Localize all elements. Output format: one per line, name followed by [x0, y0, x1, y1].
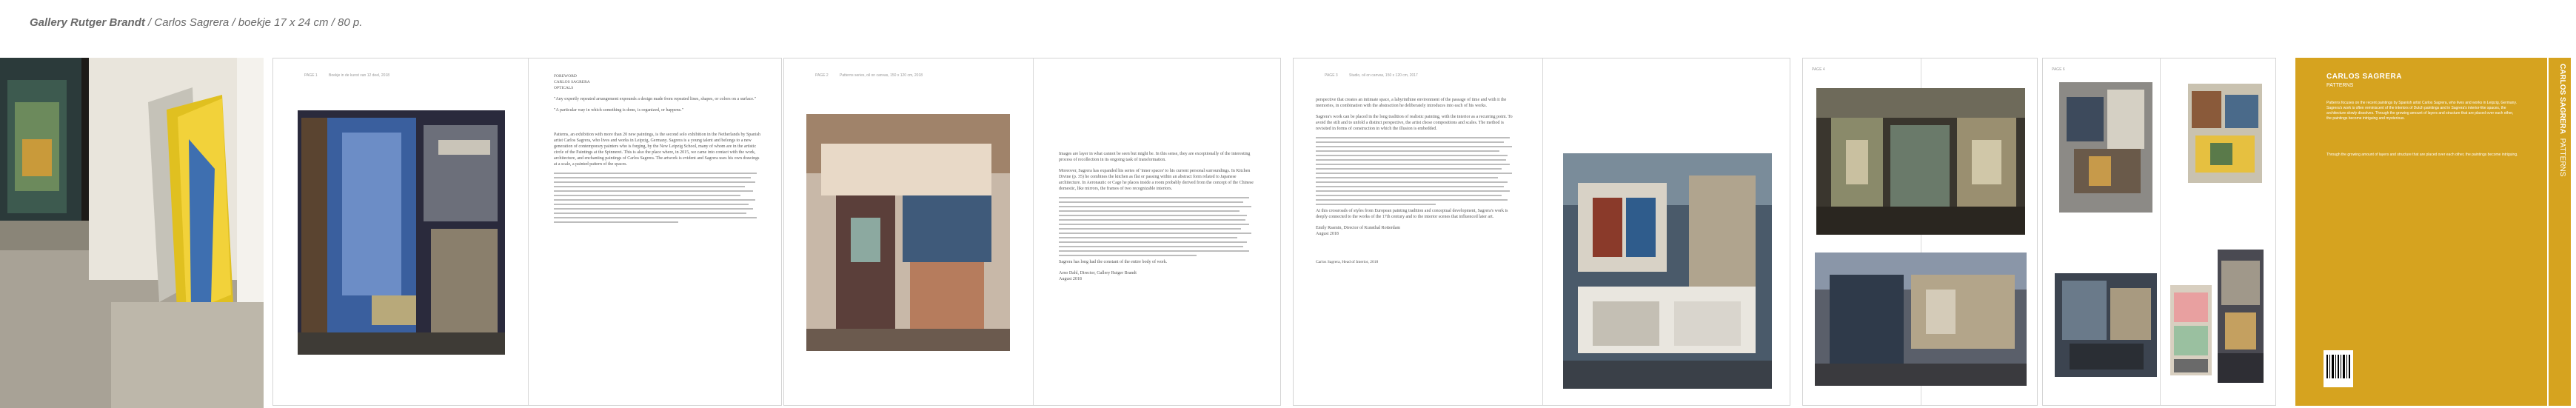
foreword-title: FOREWORD	[554, 74, 577, 78]
essay2-paragraph-3: At this crossroads of styles from European painting tradition and conceptual development, Sagrera's work is deeply connected to the works of the 17th century and to the interior scenes that influenced later art.	[1316, 209, 1508, 219]
spread2-left-page	[784, 58, 1033, 405]
foreword-author: CARLOS SAGRERA	[554, 80, 590, 84]
cover-blurb-2: Through the growing amount of layers and structure that are placed over each other, the paintings become intriguing.	[2326, 153, 2518, 157]
artwork-painting-4	[2059, 82, 2152, 213]
installation-photo	[0, 58, 264, 408]
essay2-signature: Emily Rasmin, Director of Kunsthal Rotterdam	[1316, 226, 1400, 230]
publisher-name: Gallery Rutger Brandt	[30, 16, 145, 29]
artwork-panorama-2	[1815, 253, 2027, 386]
essay2-paragraph-2: Sagrera's work can be placed in the long tradition of realistic painting, with the interior as a recurring point. To avoid the stilt and to unfold a distinct perspective, the artist chose compositions and scales. The method is revisited in forms of construction in which the illusion is embedded.	[1316, 115, 1513, 131]
artist-name: Carlos Sagrera	[154, 16, 230, 29]
page-number: PAGE 3	[1325, 73, 1338, 78]
book-spread-1	[272, 58, 782, 406]
page-header	[30, 16, 362, 29]
page-gutter	[2160, 58, 2161, 405]
artwork-painting-8	[2218, 250, 2264, 383]
book-spread-4	[1802, 58, 2038, 406]
book-spine	[2549, 58, 2571, 406]
artwork-painting-2	[806, 114, 1010, 351]
foreword-body: Patterns, an exhibition with more than 20 new paintings, is the second solo exhibition in the Netherlands by Spanish artist Carlos Sagrera, who lives and works in Leipzig, Germany. Sagrera is a young talent and belongs to a new generation of contemporary painters who is forging, by the New Leipzig School, many of whom are in the artistic circle of the Paintings at the Spinnerei. This is also the place where, in 2015, we came into contact with the work, architecture, and enchanting paintings of Carlos Sagrera. The artwork is evident and Sagrera uses his own drawings at a scale, a painted pattern of the spaces.	[554, 133, 760, 167]
spread3-essay-page	[1294, 58, 1542, 405]
cover-blurb: Patterns focuses on the recent paintings by Spanish artist Carlos Sagrera, who lives and works in Leipzig, Germany. Sagrera's work is often reminiscent of the interiors of Dutch paintings and in Sagrera's interior-like spaces, the architecture slowly dissolves. Through the growing amount of layers and structure that are placed over each other, the paintings become intriguing and mysterious.	[2326, 101, 2517, 121]
artwork-painting-5	[2188, 84, 2262, 183]
essay-paragraph-3: Sagrera has long had the constant of the entire body of work.	[1059, 260, 1168, 264]
essay-signature: Arno Dahl, Director, Gallery Rutger Brandt	[1059, 271, 1137, 275]
essay2-paragraph-1: perspective that creates an intimate space, a labyrinthine environment of the passage of time and with it the memories, in combination with the abstraction he deliberately introduces into each of his works.	[1316, 98, 1507, 108]
barcode-icon	[2324, 350, 2353, 387]
spread3-right-page	[1542, 58, 1791, 405]
back-cover	[2295, 58, 2547, 406]
book-spread-2	[783, 58, 1281, 406]
quote-1: "Any expertly repeated arrangement expounds a design made from repeated lines, shapes, or colors on a surface."	[554, 97, 756, 101]
page-number: PAGE 1	[304, 73, 318, 78]
essay2-date: August 2018	[1316, 232, 1339, 236]
spine-title: CARLOS SAGRERA	[2558, 64, 2566, 135]
spread2-right-page	[1033, 58, 1282, 405]
spread1-right-page	[528, 58, 783, 405]
artwork-painting-7	[2170, 285, 2212, 375]
book-format: boekje 17 x 24 cm / 80 p.	[238, 16, 363, 29]
page-number: PAGE 6	[2052, 67, 2065, 72]
book-spread-5	[2042, 58, 2276, 406]
running-caption: Patterns series, oil on canvas, 150 x 120 cm, 2018	[840, 73, 923, 78]
barcode	[2324, 350, 2353, 387]
quote-2: "A particular way in which something is done, is organized, or happens."	[554, 108, 684, 113]
running-caption: Boekje in de kunst van 12 deel, 2018	[329, 73, 390, 78]
artwork-painting-6	[2055, 273, 2157, 377]
foreword-subtitle: OPTICALS	[554, 86, 574, 90]
artwork-panorama-1	[1816, 88, 2025, 235]
spine-label	[2558, 64, 2566, 176]
foreword-text-block	[554, 73, 761, 226]
separator: /	[144, 16, 155, 29]
cover-title: CARLOS SAGRERA	[2326, 73, 2403, 81]
book-spread-3	[1293, 58, 1790, 406]
page-number: PAGE 4	[1812, 67, 1825, 72]
essay-paragraph-1: Images are layer in what cannot be seen but might be. In this sense, they are exceptionally of the interesting process of recollection in its ongoing task of transformation.	[1059, 152, 1251, 162]
essay2-footnote: Carlos Sagrera, Head of Interior, 2018	[1316, 260, 1379, 264]
spine-subtitle: PATTERNS	[2558, 138, 2566, 177]
running-caption: Studio, oil on canvas, 150 x 120 cm, 2017	[1349, 73, 1418, 78]
spread1-left-page	[273, 58, 528, 405]
essay-date: August 2018	[1059, 277, 1082, 281]
essay-text-block	[1059, 151, 1255, 282]
page-number: PAGE 2	[815, 73, 829, 78]
artwork-painting-3	[1563, 153, 1772, 389]
separator: /	[229, 16, 238, 29]
essay-text-block-2	[1316, 97, 1516, 265]
essay-paragraph-2: Moreover, Sagrera has expanded his series of 'inner spaces' to his current personal surroundings. In Kitchen Divine (p. 35) he combines the kitchen as flat or passing within an abstract form related to Japanese architecture. In Aeronautic or Cage he places inside a room probably derived from the concept of the Chinese domestic, like mirrors, the frames of two recognizable interiors.	[1059, 169, 1254, 191]
cover-subtitle: PATTERNS	[2326, 83, 2354, 88]
installation-illustration	[0, 58, 264, 408]
artwork-painting-1	[298, 110, 505, 355]
